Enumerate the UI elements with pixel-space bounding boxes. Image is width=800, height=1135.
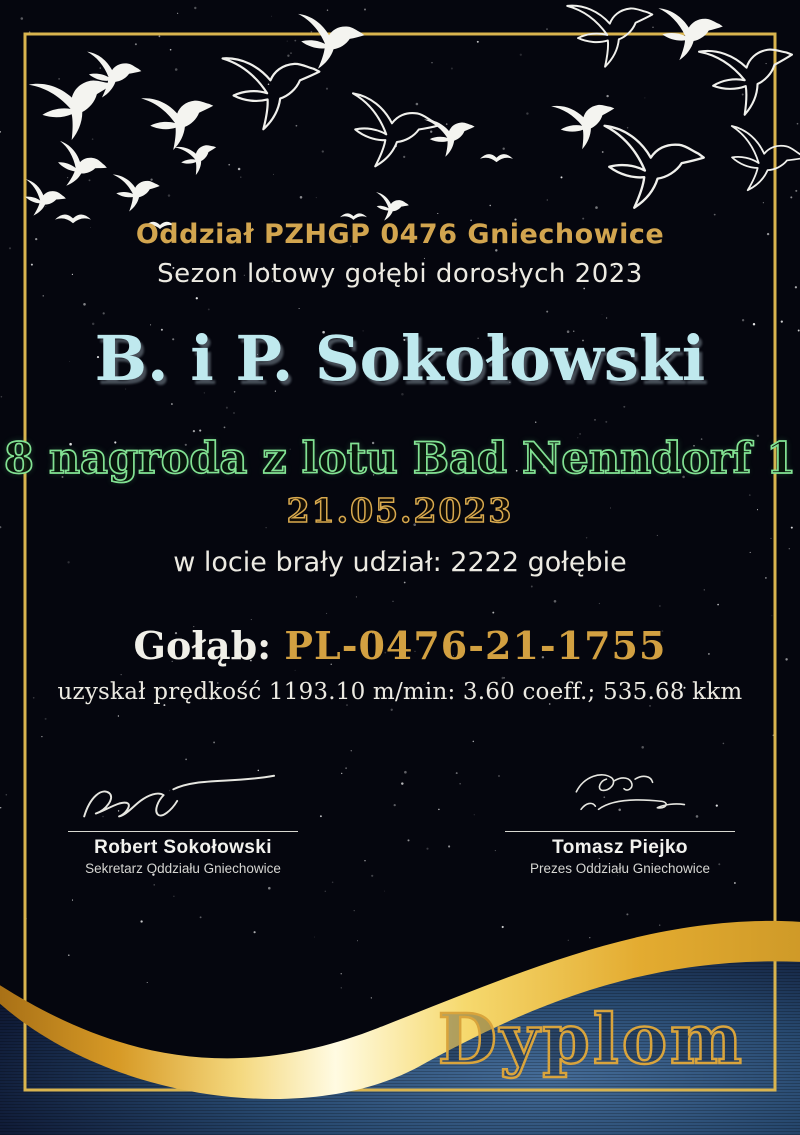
handwritten-signature-left bbox=[73, 768, 293, 830]
diploma-footer-title: Dyplom bbox=[437, 1000, 745, 1080]
signature-block-right bbox=[505, 768, 735, 876]
pigeon-line bbox=[0, 623, 800, 668]
signer-role-right: Prezes Oddziału Gniechowice bbox=[529, 861, 711, 876]
award-title: 8 nagroda z lotu Bad Nenndorf 1 bbox=[3, 434, 797, 484]
signer-name-right: Tomasz Piejko bbox=[552, 837, 688, 858]
performance-text: uzyskał prędkość 1193.10 m/min: 3.60 coeff.; 535.68 kkm bbox=[57, 679, 743, 705]
signature-block-left bbox=[68, 768, 298, 876]
recipient-name: B. i P. Sokołowski bbox=[94, 322, 706, 395]
handwritten-signature-right bbox=[510, 768, 730, 830]
signature-line bbox=[68, 831, 298, 832]
season-subtitle: Sezon lotowy gołębi dorosłych 2023 bbox=[157, 259, 643, 289]
signer-name-left: Robert Sokołowski bbox=[94, 837, 272, 858]
organization-title: Oddział PZHGP 0476 Gniechowice bbox=[135, 219, 665, 250]
participation-text: w locie brały udział: 2222 gołębie bbox=[173, 547, 627, 578]
pigeon-label: Gołąb: bbox=[133, 623, 272, 668]
signature-line bbox=[505, 831, 735, 832]
signer-role-left: Sekretarz Oddziału Gniechowice bbox=[85, 861, 281, 876]
flight-date: 21.05.2023 bbox=[286, 491, 514, 530]
pigeon-ring-number: PL-0476-21-1755 bbox=[284, 623, 667, 668]
